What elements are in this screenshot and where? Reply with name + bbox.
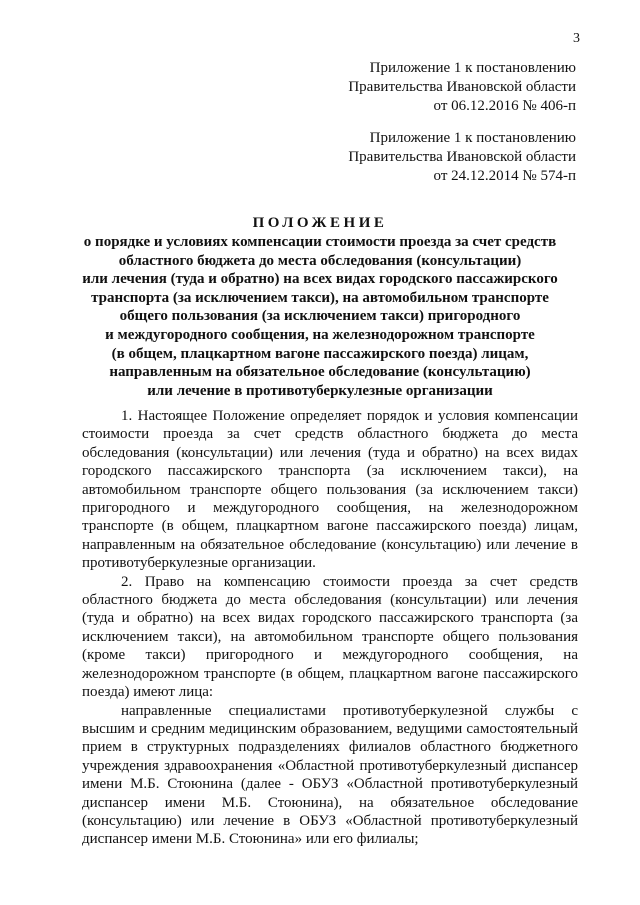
appendix-original-line-3: от 24.12.2014 № 574-п (433, 168, 576, 184)
appendix-original-line-2: Правительства Ивановской области (348, 149, 576, 165)
paragraph-2: 2. Право на компенсацию стоимости проезда за счет средств областного бюджета до места обследования (консультации) или лечения (туда и обратно) на всех видах городского пассажирского транспорта (за исключением такси), на автомобильном транспорте общего пользования (кроме такси) пригородного и междугородного сообщения, на железнодорожном транспорте (в общем, плацкартном вагоне пассажирского поезда) имеют лица: (82, 573, 578, 701)
paragraph-1: 1. Настоящее Положение определяет порядок и условия компенсации стоимости проезда за счет средств областного бюджета до места обследования (консультации) или лечения (туда и обратно) на всех видах городского пассажирского транспорта (за исключением такси), на автомобильном транспорте общего пользования (за исключением такси) пригородного и междугородного сообщения, на железнодорожном транспорте (в общем, плацкартном вагоне пассажирского поезда) лицам, направленным на обязательное обследование (консультацию) или лечение в противотуберкулезные организации. (82, 408, 578, 572)
document-subtitle (60, 233, 580, 400)
document-title: ПОЛОЖЕНИЕ (252, 215, 388, 231)
appendix-original-line-1: Приложение 1 к постановлению (369, 130, 576, 146)
subtitle-line: о порядке и условиях компенсации стоимости проезда за счет средств (83, 234, 557, 250)
subtitle-line: транспорта (за исключением такси), на автомобильном транспорте (91, 289, 549, 306)
subtitle-line: (в общем, плацкартном вагоне пассажирского поезда) лицам, (111, 345, 529, 362)
subtitle-line: или лечение в противотуберкулезные организации (147, 382, 493, 399)
subtitle-line: общего пользования (за исключением такси) пригородного (119, 308, 521, 325)
subtitle-line: областного бюджета до места обследования (консультации) (118, 252, 522, 269)
document-body (82, 407, 578, 849)
appendix-note-original (300, 129, 576, 186)
subtitle-line: и междугородного сообщения, на железнодорожном транспорте (105, 326, 535, 343)
appendix-note-current (300, 59, 576, 116)
appendix-current-line-1: Приложение 1 к постановлению (369, 60, 576, 76)
appendix-current-line-3: от 06.12.2016 № 406-п (433, 98, 576, 114)
appendix-current-line-2: Правительства Ивановской области (348, 79, 576, 95)
page-number: 3 (573, 31, 580, 46)
subtitle-line: направленным на обязательное обследование (консультацию) (109, 364, 531, 381)
paragraph-2-item: направленные специалистами противотуберкулезной службы с высшим и средним медицинским образованием, ведущими самостоятельный прием в структурных подразделениях филиалов областного бюджетного учреждения здравоохранения «Областной противотуберкулезный диспансер имени М.Б. Стоюнина (далее - ОБУЗ «Областной противотуберкулезный диспансер имени М.Б. Стоюнина), на обязательное обследование (консультацию) или лечение в ОБУЗ «Областной противотуберкулезный диспансер имени М.Б. Стоюнина» или его филиалы; (82, 702, 578, 848)
subtitle-line: или лечения (туда и обратно) на всех видах городского пассажирского (82, 271, 558, 288)
